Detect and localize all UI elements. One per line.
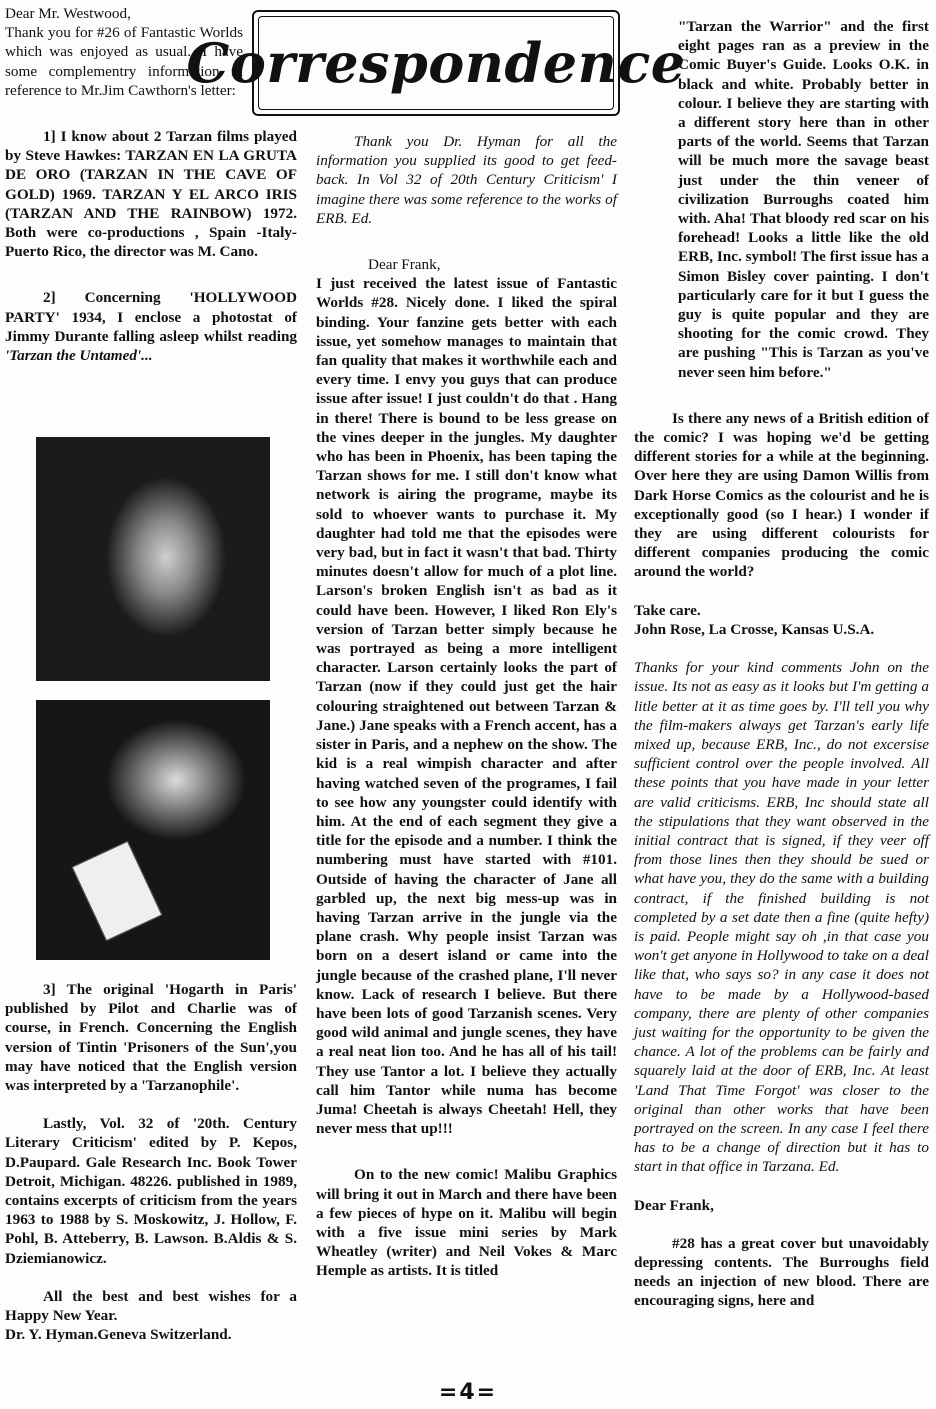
letter1-para-4: Lastly, Vol. 32 of '20th. Century Literary Criticism' edited by P. Kepos, D.Paupard. Gale Research Inc. Book Tower Detroit, Michigan. 48226. published in 1989, contains excerpts of criticism from the years 1963 to 1988 by S. Moskowitz, J. Hollow, F. Pohl, B. Atteberry, B. Lawson. B.Aldis & S. Dziemianowicz. xyxy=(5,1115,297,1267)
photo-tarzan-book xyxy=(36,700,270,960)
letter3-salutation: Dear Frank, xyxy=(634,1196,714,1214)
letter1-closing: All the best and best wishes for a Happy New Year. xyxy=(5,1287,297,1325)
editor-reply-1: Thank you Dr. Hyman for all the information you supplied its good to get feed-back. In Vol 32 of 20th Century Criticism' I imagine there was some reference to the works of ERB. Ed. xyxy=(316,133,617,227)
letter2-salutation: Dear Frank, xyxy=(368,256,441,274)
letter1-salutation: Dear Mr. Westwood, xyxy=(5,5,131,22)
letter1-para-3: 3] The original 'Hogarth in Paris' published by Pilot and Charlie was of course, in French. Concerning the English version of Tintin 'Prisoners of the Sun',you may have noticed that the English version was interpreted by a 'Tarzanophile'. xyxy=(5,981,297,1095)
column-3 xyxy=(634,17,929,1311)
column-1 xyxy=(5,4,297,365)
letter2-para-2: On to the new comic! Malibu Graphics will bring it out in March and there have been a few pieces of hype on it. Malibu will begin with a five issue mini series by Mark Wheatley (writer) and Neil Vokes & Marc Hemple as artists. It is titled xyxy=(316,1166,617,1280)
book-icon xyxy=(72,841,163,942)
page-title: Correspondence xyxy=(186,31,686,95)
page-number: =4= xyxy=(438,1380,498,1405)
letter2-para-3: Is there any news of a British edition of the comic? I was hoping we'd be getting different stories for a while at the beginning. Over here they are using Damon Willis from Dark Horse Comics as the colourist and he is exceptionally good (so I hear.) I wonder if they are using different colourists for different companies producing the comic around the world? xyxy=(634,409,929,581)
title-box xyxy=(186,10,686,116)
letter1-para-2: 2] Concerning 'HOLLYWOOD PARTY' 1934, I enclose a photostat of Jimmy Durante falling asleep whilst reading 'Tarzan the Untamed'... xyxy=(5,289,297,365)
letter2-para-1: I just received the latest issue of Fantastic Worlds #28. Nicely done. I liked the spiral binding. Your fanzine gets better with each issue, yet somehow manages to maintain that fan quality that makes it worthwhile each and every time. I envy you guys that can produce issue after issue! I just couldn't do that . Hang in there! There is bound to be less grease on the vines deeper in the jungles. My daughter who has been in Phoenix, has been taping the Tarzan shows for me. I still don't know what network is airing the programe, maybe its sold to whoever wants to purchase it. My daughter had told me that the episodes were very bad, but in fact it wasn't that bad. Thirty minutes doesn't allow for much of a plot line. Larson's broken English isn't as bad as it could have been. However, I liked Ron Ely's version of Tarzan better simply because he was portrayed as being a more intelligent character. Larson certainly looks the part of Tarzan (now if they could just get the hair colouring straightened out between Tarzan & Jane.) Jane speaks with a French accent, has a sister in Paris, and a nephew on the show. The kid is a real wimpish character and after having watched seven of the programes, I fail to see how any youngster could identify with him. At the end of each segment they give a title for the episode and a number. I think the numbering must have started with #101. Outside of having the character of Jane all garbled up, the next big mess-up was in having Tarzan arrive in the jungle via the plane crash. Why people insist Tarzan was born on a desert island or came into the jungle because of the crashed plane, I'll never know. Lack of research I believe. But there have been lots of good Tarzanish scenes. Very good wild animal and jungle scenes, they have a real neat lion too. And he has all of his tail! They use Tantor a lot. I believe they actually call him Tantor while numa has become Juma! Cheetah is always Cheetah! Hell, they never mess that up!!! xyxy=(316,275,617,1138)
letter2-closing: Take care. xyxy=(634,601,701,619)
photo-jimmy-durante-asleep xyxy=(36,437,270,681)
column-1-lower xyxy=(5,980,297,1344)
column-2 xyxy=(316,132,617,1281)
letter1-intro: Thank you for #26 of Fantastic Worlds which was enjoyed as usual.. I have some complementry information in reference to Mr.Jim Cawthorn's letter: xyxy=(5,24,243,99)
letter1-para-1: 1] I know about 2 Tarzan films played by Steve Hawkes: TARZAN EN LA GRUTA DE ORO (TARZAN IN THE CAVE OF GOLD) 1969. TARZAN Y EL ARCO IRIS (TARZAN AND THE RAINBOW) 1972. Both were co-productions , Spain -Italy-Puerto Rico, the director was M. Cano. xyxy=(5,128,297,261)
letter2-signature: John Rose, La Crosse, Kansas U.S.A. xyxy=(634,620,875,638)
letter3-para-1: #28 has a great cover but unavoidably depressing contents. The Burroughs field needs an injection of new blood. There are encouraging signs, here and xyxy=(634,1234,929,1310)
letter1-signature: Dr. Y. Hyman.Geneva Switzerland. xyxy=(5,1326,232,1344)
letter2-continued: "Tarzan the Warrior" and the first eight pages ran as a preview in the Comic Buyer's Guide. Looks O.K. in black and white. Probably better in colour. I believe they are starting with a different story here than in other parts of the world. Seems that Tarzan will be much more the savage beast just under the thin veneer of civilization Burroughs coated him with. Aha! That bloody red scar on his forehead! Looks a little like the old ERB, Inc. symbol! The first issue has a Simon Bisley cover painting. I don't particularly care for it but I guess the guy is quite popular and they are shooting for the comic crowd. They are pushing "This is Tarzan as you've never seen him before." xyxy=(678,18,929,381)
editor-reply-2: Thanks for your kind comments John on the issue. Its not as easy as it looks but I'm getting a litle better at it as time goes by. I'll tell you why the film-makers always get Tarzan's early life mixed up, because ERB, Inc., do not excersise sufficient control over the people involved. All these points that you have made in your letter are valid criticisms. ERB, Inc should state all the stipulations that they want observed in the initial contract that is signed, if they veer off from those lines then they should be sued or what have you, they do the same with a building contract, if the finished building is not completed by a set date then a fine (quite hefty) is paid. People might say oh ,in that case you won't get anyone in Hollywood to take on a deal like that, who says so? in any case it does not have to be made by a Hollywood-based company, there are plenty of other companies just waiting for the opportunity to be given the chance. A lot of the problems can be fairly and squarely laid at the door of ERB, Inc. At least 'Land That Time Forgot' was closer to the original than other works that have been portrayed on the screen. In any case I feel there has to be a change of direction but it has to start in that office in Tarzana. Ed. xyxy=(634,659,929,1176)
